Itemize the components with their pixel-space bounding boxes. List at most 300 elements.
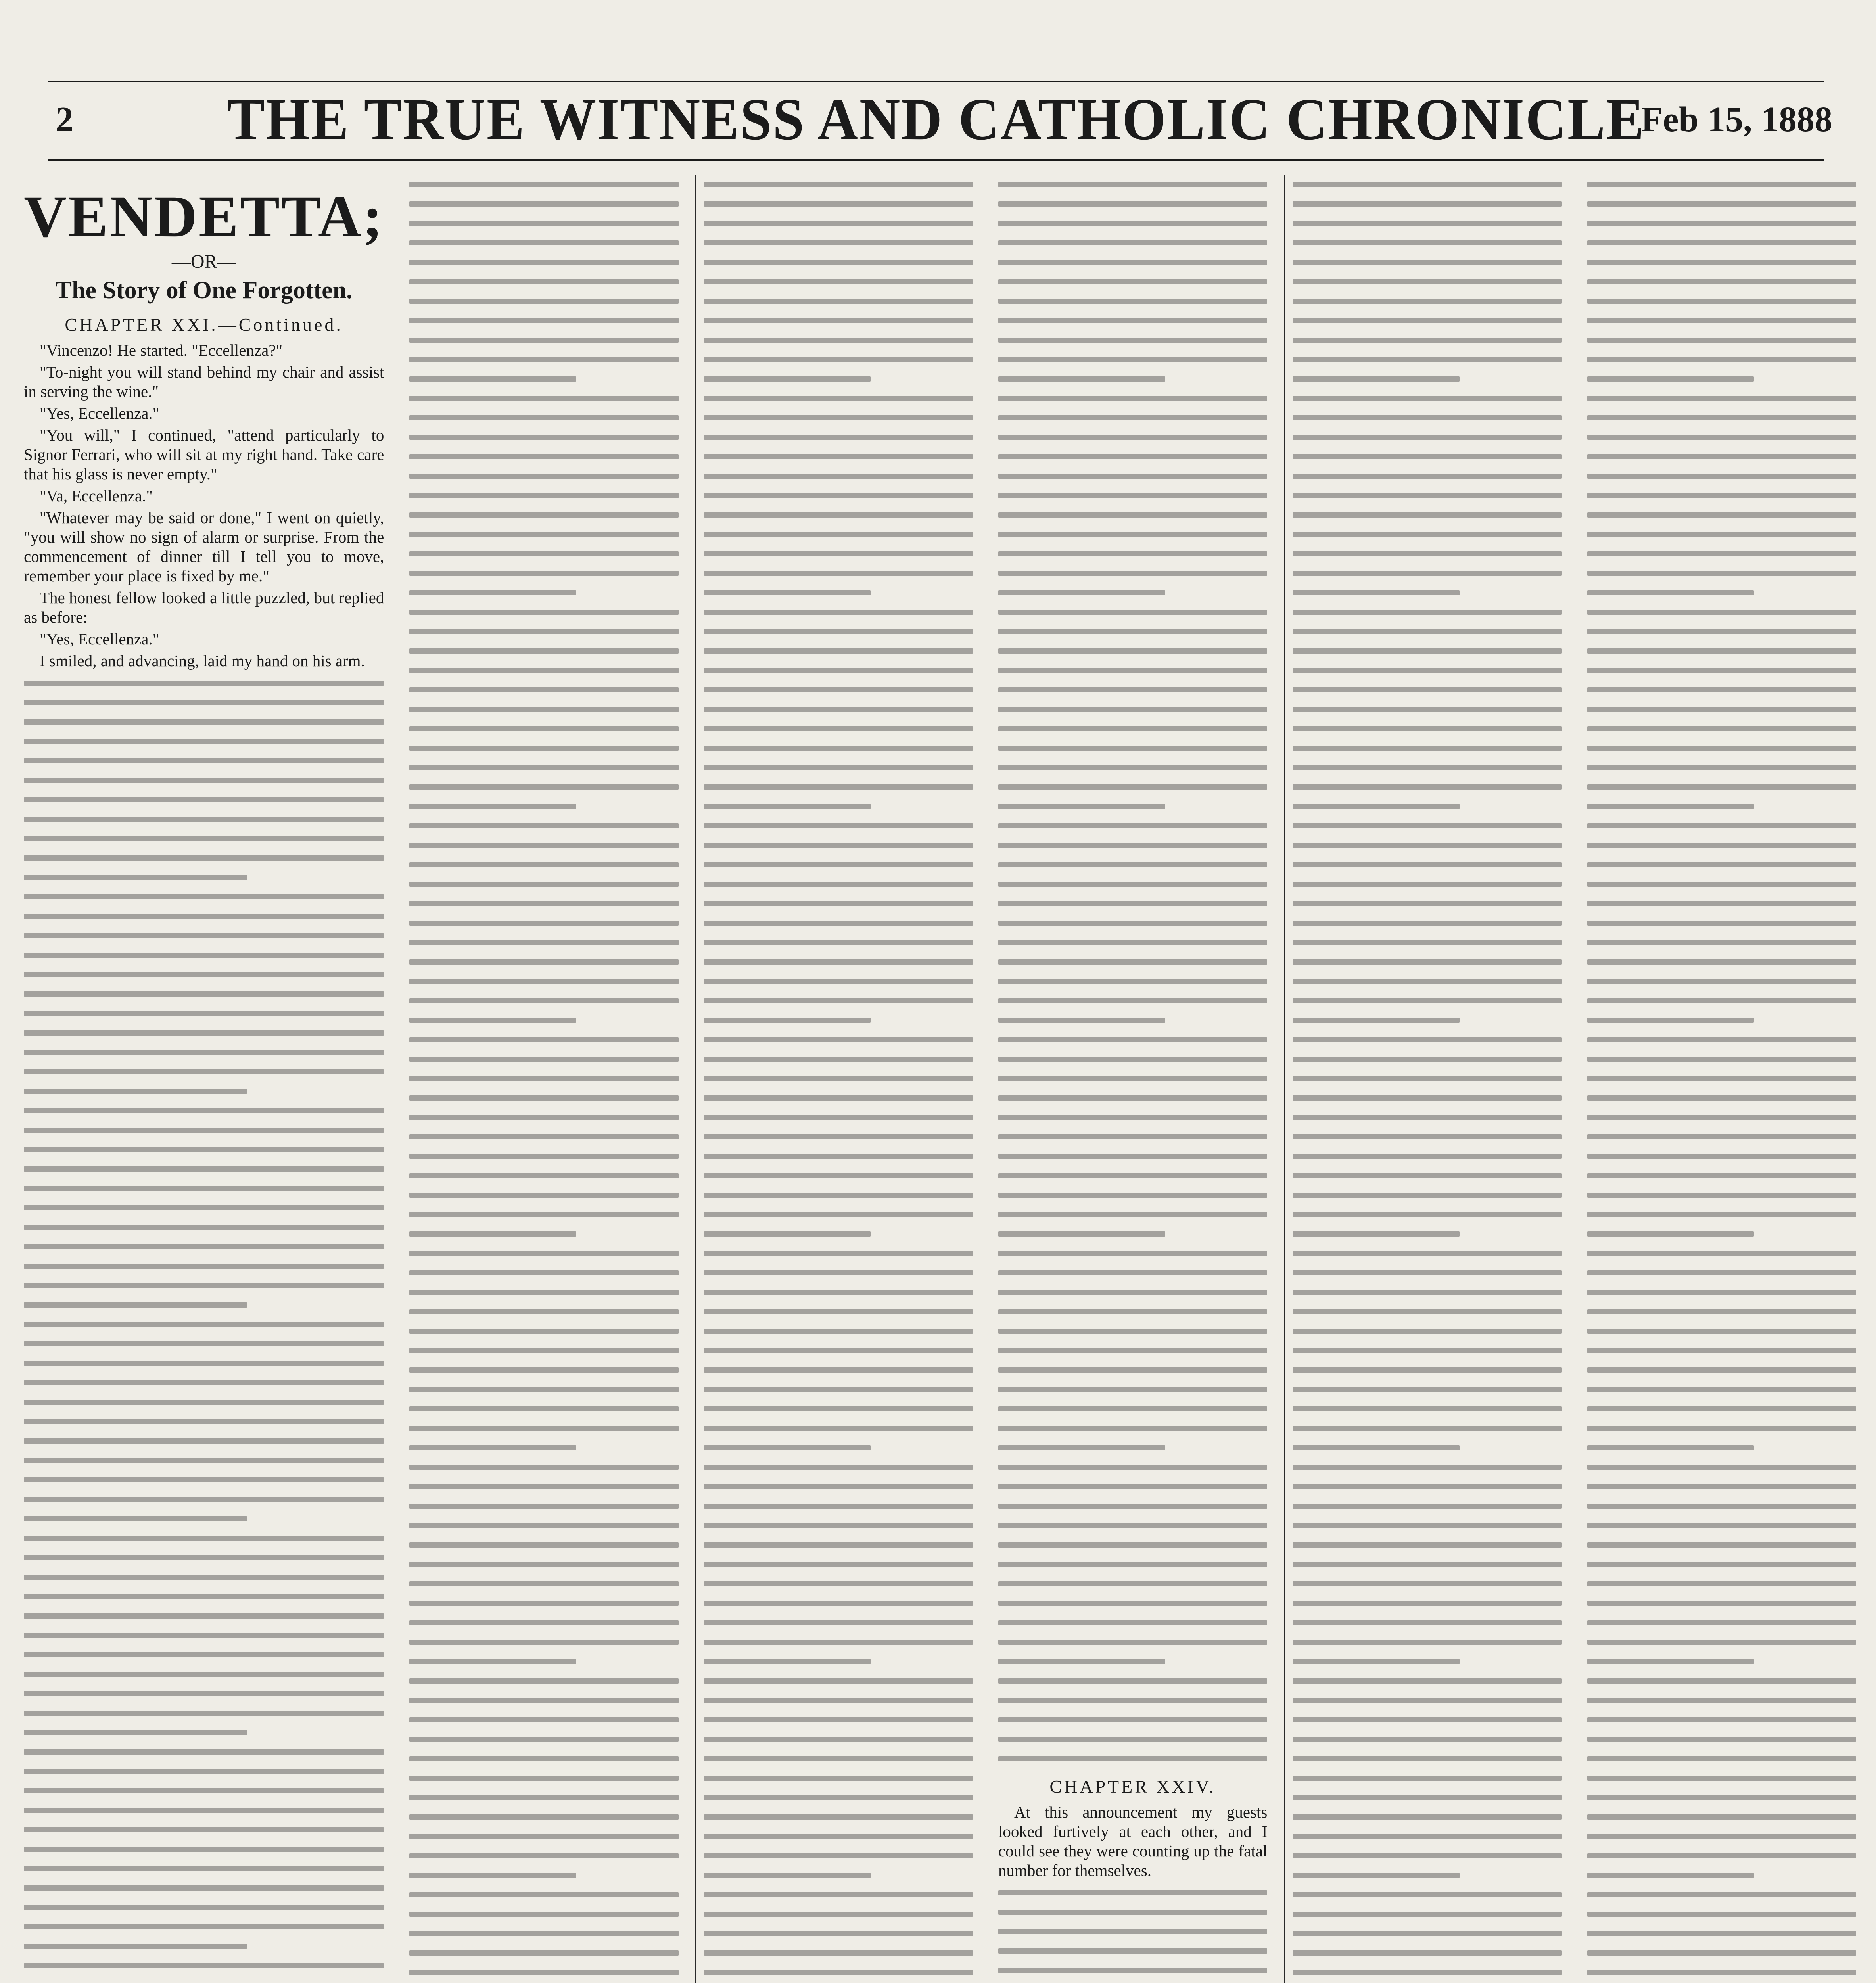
text-line <box>704 816 973 835</box>
text-line <box>409 1496 678 1515</box>
text-line <box>409 1535 678 1554</box>
text-line <box>1293 1438 1561 1457</box>
text-line <box>1587 758 1856 777</box>
text-line <box>24 1178 384 1198</box>
text-line <box>704 330 973 349</box>
text-line <box>409 699 678 719</box>
text-line <box>704 1749 973 1768</box>
text-line <box>1293 1224 1561 1243</box>
text-line <box>1587 1632 1856 1651</box>
chapter-heading-24: CHAPTER XXIV. <box>1049 1776 1216 1797</box>
text-line <box>1587 1302 1856 1321</box>
column-5 <box>1284 175 1561 1983</box>
text-line <box>1587 1826 1856 1846</box>
text-line <box>704 660 973 680</box>
text-line <box>704 1671 973 1690</box>
text-line <box>998 485 1267 505</box>
text-line <box>1293 369 1561 388</box>
text-line <box>409 777 678 796</box>
text-line <box>704 1224 973 1243</box>
text-line <box>409 1807 678 1826</box>
text-line <box>704 1515 973 1535</box>
text-line <box>409 621 678 641</box>
text-line <box>704 1185 973 1204</box>
text-line <box>24 1489 384 1509</box>
paragraph: "Whatever may be said or done," I went on quietly, "you will show no sign of alarm or surprise. From the commencement of dinner till I tell you to move, remember your place is fixed by me." <box>24 508 384 585</box>
text-line <box>998 1457 1267 1477</box>
text-line <box>704 1243 973 1263</box>
text-line <box>24 1431 384 1450</box>
text-line <box>998 1729 1267 1749</box>
text-line <box>1293 1282 1561 1302</box>
text-line <box>704 1924 973 1943</box>
text-line <box>409 719 678 738</box>
text-line <box>1293 233 1561 252</box>
text-line <box>998 524 1267 544</box>
text-line <box>1293 447 1561 466</box>
text-line <box>24 984 384 1003</box>
text-line <box>24 1450 384 1470</box>
text-line <box>704 1690 973 1710</box>
text-line <box>1587 1671 1856 1690</box>
text-line <box>704 563 973 583</box>
text-line <box>1587 1904 1856 1924</box>
text-line <box>998 1224 1267 1243</box>
text-line <box>1587 1204 1856 1224</box>
text-line <box>1293 1690 1561 1710</box>
text-line <box>409 1146 678 1166</box>
text-line <box>998 311 1267 330</box>
text-line <box>998 466 1267 485</box>
text-line <box>998 1496 1267 1515</box>
text-line <box>409 291 678 311</box>
text-line <box>704 311 973 330</box>
text-line <box>1587 583 1856 602</box>
text-line <box>409 1010 678 1030</box>
text-line <box>1293 213 1561 233</box>
text-line <box>1587 952 1856 971</box>
text-line <box>704 1943 973 1962</box>
text-line <box>1293 272 1561 291</box>
text-line <box>409 1515 678 1535</box>
text-line <box>409 1438 678 1457</box>
text-line <box>1587 1282 1856 1302</box>
text-line <box>409 388 678 408</box>
text-line <box>409 602 678 621</box>
text-line <box>704 641 973 660</box>
text-line <box>1293 835 1561 855</box>
text-line <box>1293 1418 1561 1438</box>
text-line <box>1587 1321 1856 1341</box>
text-line <box>409 1885 678 1904</box>
text-line <box>1293 1166 1561 1185</box>
text-line <box>409 1166 678 1185</box>
text-line <box>704 894 973 913</box>
text-line <box>1587 1496 1856 1515</box>
text-line <box>998 1204 1267 1224</box>
text-line <box>1587 1360 1856 1379</box>
text-line <box>24 1411 384 1431</box>
text-line <box>24 1858 384 1878</box>
masthead-bottom-rule <box>48 159 1824 161</box>
text-line <box>704 952 973 971</box>
text-line <box>1587 874 1856 894</box>
text-line <box>1293 1515 1561 1535</box>
text-line <box>24 1139 384 1159</box>
text-line <box>24 1101 384 1120</box>
text-line <box>998 1477 1267 1496</box>
text-line <box>409 544 678 563</box>
text-line <box>24 1781 384 1800</box>
text-line <box>1293 252 1561 272</box>
text-line <box>409 1068 678 1088</box>
text-line <box>704 1204 973 1224</box>
text-line <box>998 719 1267 738</box>
text-line <box>998 194 1267 213</box>
text-line <box>704 1360 973 1379</box>
text-line <box>409 1826 678 1846</box>
text-line <box>998 1515 1267 1535</box>
text-line <box>409 505 678 524</box>
text-line <box>1587 1865 1856 1885</box>
text-line <box>998 913 1267 932</box>
text-line <box>1293 1807 1561 1826</box>
text-line <box>1293 544 1561 563</box>
text-line <box>24 1353 384 1373</box>
text-line <box>998 1360 1267 1379</box>
text-line <box>1293 505 1561 524</box>
text-line <box>704 1457 973 1477</box>
text-line <box>24 887 384 906</box>
text-line <box>1587 1263 1856 1282</box>
text-line <box>704 1826 973 1846</box>
text-line <box>998 777 1267 796</box>
column-text-block <box>704 175 973 1983</box>
text-line <box>1293 1593 1561 1613</box>
text-line <box>1587 1807 1856 1826</box>
text-line <box>1293 1379 1561 1399</box>
text-line <box>24 1839 384 1858</box>
text-line <box>1587 175 1856 194</box>
column-3 <box>695 175 973 1983</box>
text-line <box>1587 213 1856 233</box>
text-line <box>704 932 973 952</box>
text-line <box>409 1457 678 1477</box>
text-line <box>1587 602 1856 621</box>
text-line <box>998 1399 1267 1418</box>
text-line <box>24 1275 384 1295</box>
text-line <box>24 926 384 945</box>
text-line <box>998 1146 1267 1166</box>
text-line <box>24 1548 384 1567</box>
text-line <box>998 1749 1267 1768</box>
text-line <box>1293 1574 1561 1593</box>
text-line <box>1293 1457 1561 1477</box>
text-line <box>24 673 384 692</box>
text-line <box>998 991 1267 1010</box>
text-line <box>998 505 1267 524</box>
text-line <box>1587 855 1856 874</box>
text-line <box>704 796 973 816</box>
text-line <box>1587 1166 1856 1185</box>
text-line <box>1587 524 1856 544</box>
text-line <box>24 790 384 809</box>
text-line <box>1293 1613 1561 1632</box>
text-line <box>409 1768 678 1787</box>
column-1 <box>24 175 384 1983</box>
text-line <box>998 971 1267 991</box>
text-line <box>24 1042 384 1062</box>
text-line <box>1293 175 1561 194</box>
text-line <box>409 213 678 233</box>
text-line <box>704 466 973 485</box>
text-line <box>1293 1671 1561 1690</box>
text-line <box>704 621 973 641</box>
text-line <box>1293 1768 1561 1787</box>
text-line <box>704 758 973 777</box>
text-line <box>998 1341 1267 1360</box>
text-line <box>704 1146 973 1166</box>
text-line <box>409 369 678 388</box>
story-subtitle: The Story of One Forgotten. <box>55 277 353 304</box>
text-line <box>704 1399 973 1418</box>
text-line <box>409 233 678 252</box>
text-line <box>1587 427 1856 447</box>
text-line <box>24 692 384 712</box>
text-line <box>24 1664 384 1684</box>
text-line <box>1293 1049 1561 1068</box>
text-line <box>1587 408 1856 427</box>
text-line <box>1587 291 1856 311</box>
text-line <box>409 1671 678 1690</box>
text-line <box>1293 894 1561 913</box>
text-line <box>24 1023 384 1042</box>
text-line <box>1587 738 1856 758</box>
text-line <box>1293 563 1561 583</box>
text-line <box>1293 777 1561 796</box>
text-line <box>24 1645 384 1664</box>
text-line <box>409 1127 678 1146</box>
text-line <box>409 1049 678 1068</box>
text-line <box>409 563 678 583</box>
text-line <box>409 1787 678 1807</box>
text-line <box>704 1885 973 1904</box>
text-line <box>24 906 384 926</box>
text-line <box>409 758 678 777</box>
text-line <box>1293 1710 1561 1729</box>
text-line <box>1587 1107 1856 1127</box>
paragraph: "Yes, Eccellenza." <box>40 404 159 422</box>
text-line <box>998 1613 1267 1632</box>
text-line <box>1293 1554 1561 1574</box>
text-line <box>409 1399 678 1418</box>
text-line <box>1293 1360 1561 1379</box>
text-line <box>704 1729 973 1749</box>
text-line <box>1293 388 1561 408</box>
text-line <box>1293 1787 1561 1807</box>
text-line <box>24 1120 384 1139</box>
text-line <box>409 1943 678 1962</box>
paragraph: "You will," I continued, "attend particularly to Signor Ferrari, who will sit at my right hand. Take care that his glass is never empty." <box>24 426 384 483</box>
text-line <box>1587 1243 1856 1263</box>
text-line <box>24 1722 384 1742</box>
text-line <box>1587 1438 1856 1457</box>
text-line <box>24 1256 384 1275</box>
text-line <box>998 758 1267 777</box>
text-line <box>1293 913 1561 932</box>
text-line <box>409 1962 678 1982</box>
text-line <box>1587 1049 1856 1068</box>
text-line <box>409 1613 678 1632</box>
text-line <box>1587 816 1856 835</box>
text-line <box>704 1632 973 1651</box>
text-line <box>1293 719 1561 738</box>
text-line <box>1293 1088 1561 1107</box>
text-line <box>24 965 384 984</box>
text-line <box>1293 1302 1561 1321</box>
text-line <box>409 485 678 505</box>
paragraph: "Va, Eccellenza." <box>40 487 153 505</box>
text-line <box>704 524 973 544</box>
text-line <box>704 1088 973 1107</box>
text-line <box>704 991 973 1010</box>
text-line <box>1293 1243 1561 1263</box>
text-line <box>998 291 1267 311</box>
text-line <box>1587 835 1856 855</box>
text-line <box>1293 680 1561 699</box>
text-line <box>704 1904 973 1924</box>
text-line <box>998 213 1267 233</box>
text-line <box>704 1846 973 1865</box>
text-line <box>24 1392 384 1411</box>
text-line <box>704 1438 973 1457</box>
text-line <box>704 1321 973 1341</box>
text-line <box>1587 699 1856 719</box>
paragraph: "Yes, Eccellenza." <box>40 630 159 648</box>
text-line <box>409 583 678 602</box>
text-line <box>1293 1535 1561 1554</box>
text-line <box>1587 660 1856 680</box>
text-line <box>998 621 1267 641</box>
text-line <box>998 252 1267 272</box>
text-line <box>24 1314 384 1334</box>
text-line <box>998 1185 1267 1204</box>
text-line <box>1293 485 1561 505</box>
text-line <box>704 175 973 194</box>
text-line <box>1587 971 1856 991</box>
text-line <box>998 272 1267 291</box>
text-line <box>1587 1185 1856 1204</box>
text-line <box>998 1651 1267 1671</box>
text-line <box>409 408 678 427</box>
text-line <box>998 602 1267 621</box>
text-line <box>998 1107 1267 1127</box>
text-line <box>998 1632 1267 1651</box>
text-line <box>704 874 973 894</box>
text-line <box>1587 777 1856 796</box>
text-line <box>409 1088 678 1107</box>
text-line <box>409 835 678 855</box>
text-line <box>998 1321 1267 1341</box>
text-line <box>409 252 678 272</box>
text-line <box>1587 563 1856 583</box>
text-line <box>409 738 678 758</box>
text-line <box>704 680 973 699</box>
masthead <box>24 0 1848 186</box>
text-line <box>409 1651 678 1671</box>
text-line <box>704 408 973 427</box>
text-line <box>409 1379 678 1399</box>
text-line <box>1587 447 1856 466</box>
text-line <box>1293 1477 1561 1496</box>
text-line <box>1587 796 1856 816</box>
text-line <box>704 233 973 252</box>
text-line <box>704 1962 973 1982</box>
text-line <box>998 1883 1267 1902</box>
text-line <box>704 777 973 796</box>
text-line <box>1587 913 1856 932</box>
text-line <box>998 1554 1267 1574</box>
text-line <box>1293 1010 1561 1030</box>
text-line <box>1587 1943 1856 1962</box>
text-line <box>1587 1224 1856 1243</box>
text-line <box>409 466 678 485</box>
text-line <box>24 1897 384 1917</box>
text-line <box>1587 272 1856 291</box>
text-line <box>1587 1515 1856 1535</box>
text-line <box>409 1282 678 1302</box>
text-line <box>998 1922 1267 1941</box>
text-line <box>704 447 973 466</box>
text-line <box>998 660 1267 680</box>
text-line <box>998 583 1267 602</box>
text-line <box>24 1625 384 1645</box>
text-line <box>998 388 1267 408</box>
column-text-block <box>409 175 678 1983</box>
text-line <box>409 1030 678 1049</box>
text-line <box>24 1956 384 1975</box>
text-line <box>1293 291 1561 311</box>
text-line <box>1293 952 1561 971</box>
text-line <box>1293 194 1561 213</box>
text-line <box>704 1049 973 1068</box>
text-line <box>409 194 678 213</box>
text-line <box>409 1729 678 1749</box>
column-text-block <box>1293 175 1561 1983</box>
text-line <box>24 1586 384 1606</box>
text-line <box>998 175 1267 194</box>
text-line <box>1293 1068 1561 1088</box>
text-line <box>1293 1865 1561 1885</box>
text-line <box>1587 1146 1856 1166</box>
text-line <box>24 1800 384 1820</box>
text-line <box>24 1159 384 1178</box>
text-line <box>998 1593 1267 1613</box>
text-line <box>998 835 1267 855</box>
text-line <box>704 272 973 291</box>
text-line <box>998 1263 1267 1282</box>
text-line <box>1293 855 1561 874</box>
text-line <box>1587 194 1856 213</box>
text-line <box>704 1496 973 1515</box>
text-line <box>1293 699 1561 719</box>
text-line <box>1587 1010 1856 1030</box>
text-line <box>1587 311 1856 330</box>
text-line <box>704 1535 973 1554</box>
text-line <box>704 855 973 874</box>
text-line <box>409 816 678 835</box>
text-line <box>1293 1885 1561 1904</box>
